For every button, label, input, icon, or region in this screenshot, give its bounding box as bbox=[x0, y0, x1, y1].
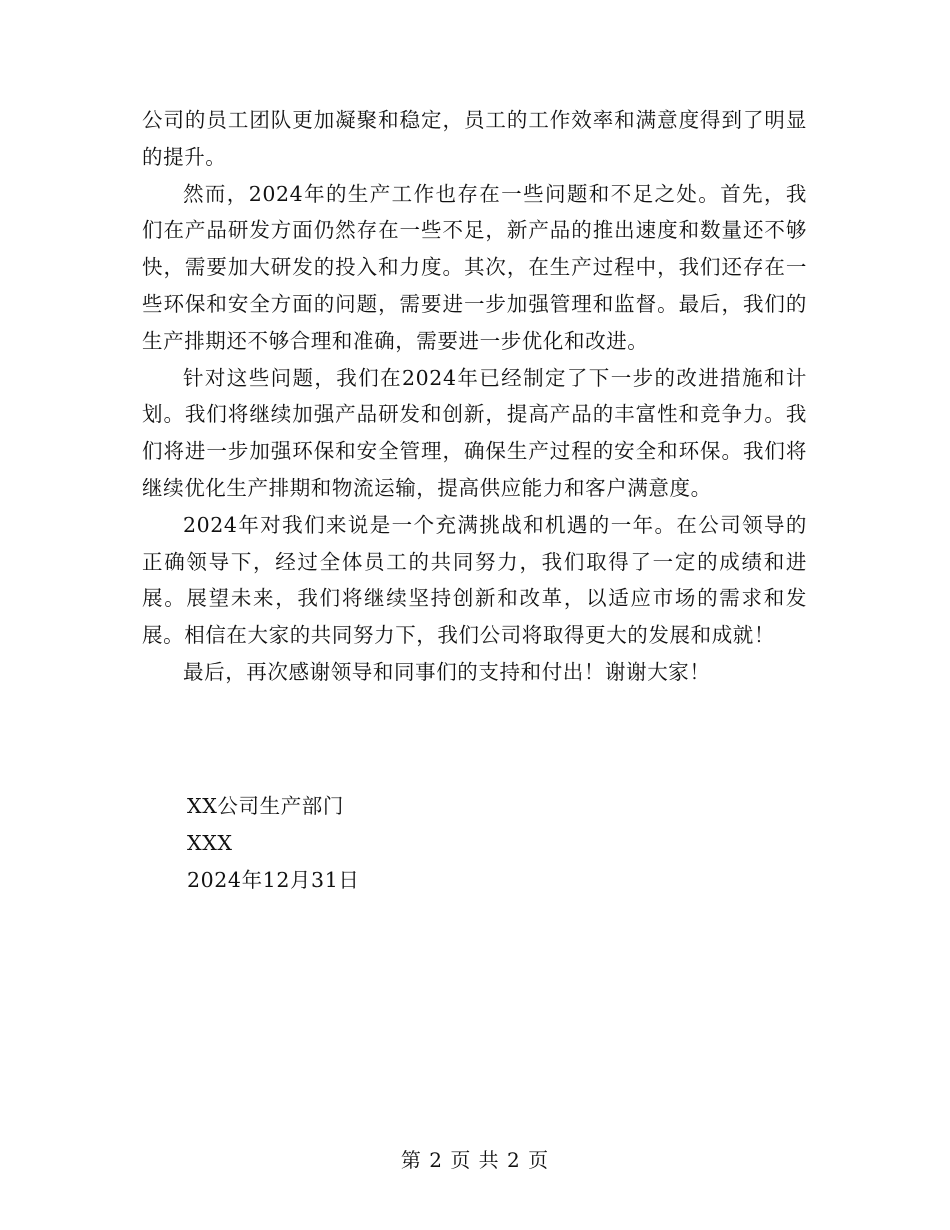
page-footer: 第 2 页 共 2 页 bbox=[400, 1148, 550, 1172]
paragraph-thanks: 最后，再次感谢领导和同事们的支持和付出！谢谢大家！ bbox=[183, 659, 711, 684]
document-body bbox=[142, 102, 807, 691]
paragraph-outlook: 2024年对我们来说是一个充满挑战和机遇的一年。在公司领导的正确领导下，经过全体员工的共同努力，我们取得了一定的成绩和进展。展望未来，我们将继续坚持创新和改革，以适应市场的需求和发展。相信在大家的共同努力下，我们公司将取得更大的发展和成就！ bbox=[142, 512, 807, 648]
paragraph-improvements: 针对这些问题，我们在2024年已经制定了下一步的改进措施和计划。我们将继续加强产品研发和创新，提高产品的丰富性和竞争力。我们将进一步加强环保和安全管理，确保生产过程的安全和环保。我们将继续优化生产排期和物流运输，提高供应能力和客户满意度。 bbox=[142, 365, 807, 500]
paragraph-continuation: 公司的员工团队更加凝聚和稳定，员工的工作效率和满意度得到了明显的提升。 bbox=[142, 108, 807, 169]
paragraph-problems: 然而，2024年的生产工作也存在一些问题和不足之处。首先，我们在产品研发方面仍然存在一些不足，新产品的推出速度和数量还不够快，需要加大研发的投入和力度。其次，在生产过程中，我们还存在一些环保和安全方面的问题，需要进一步加强管理和监督。最后，我们的生产排期还不够合理和准确，需要进一步优化和改进。 bbox=[142, 181, 807, 353]
signature-department: XX公司生产部门 bbox=[187, 794, 344, 818]
signature-date: 2024年12月31日 bbox=[187, 867, 360, 892]
signature-block bbox=[187, 788, 359, 898]
signature-name: XXX bbox=[187, 830, 233, 855]
